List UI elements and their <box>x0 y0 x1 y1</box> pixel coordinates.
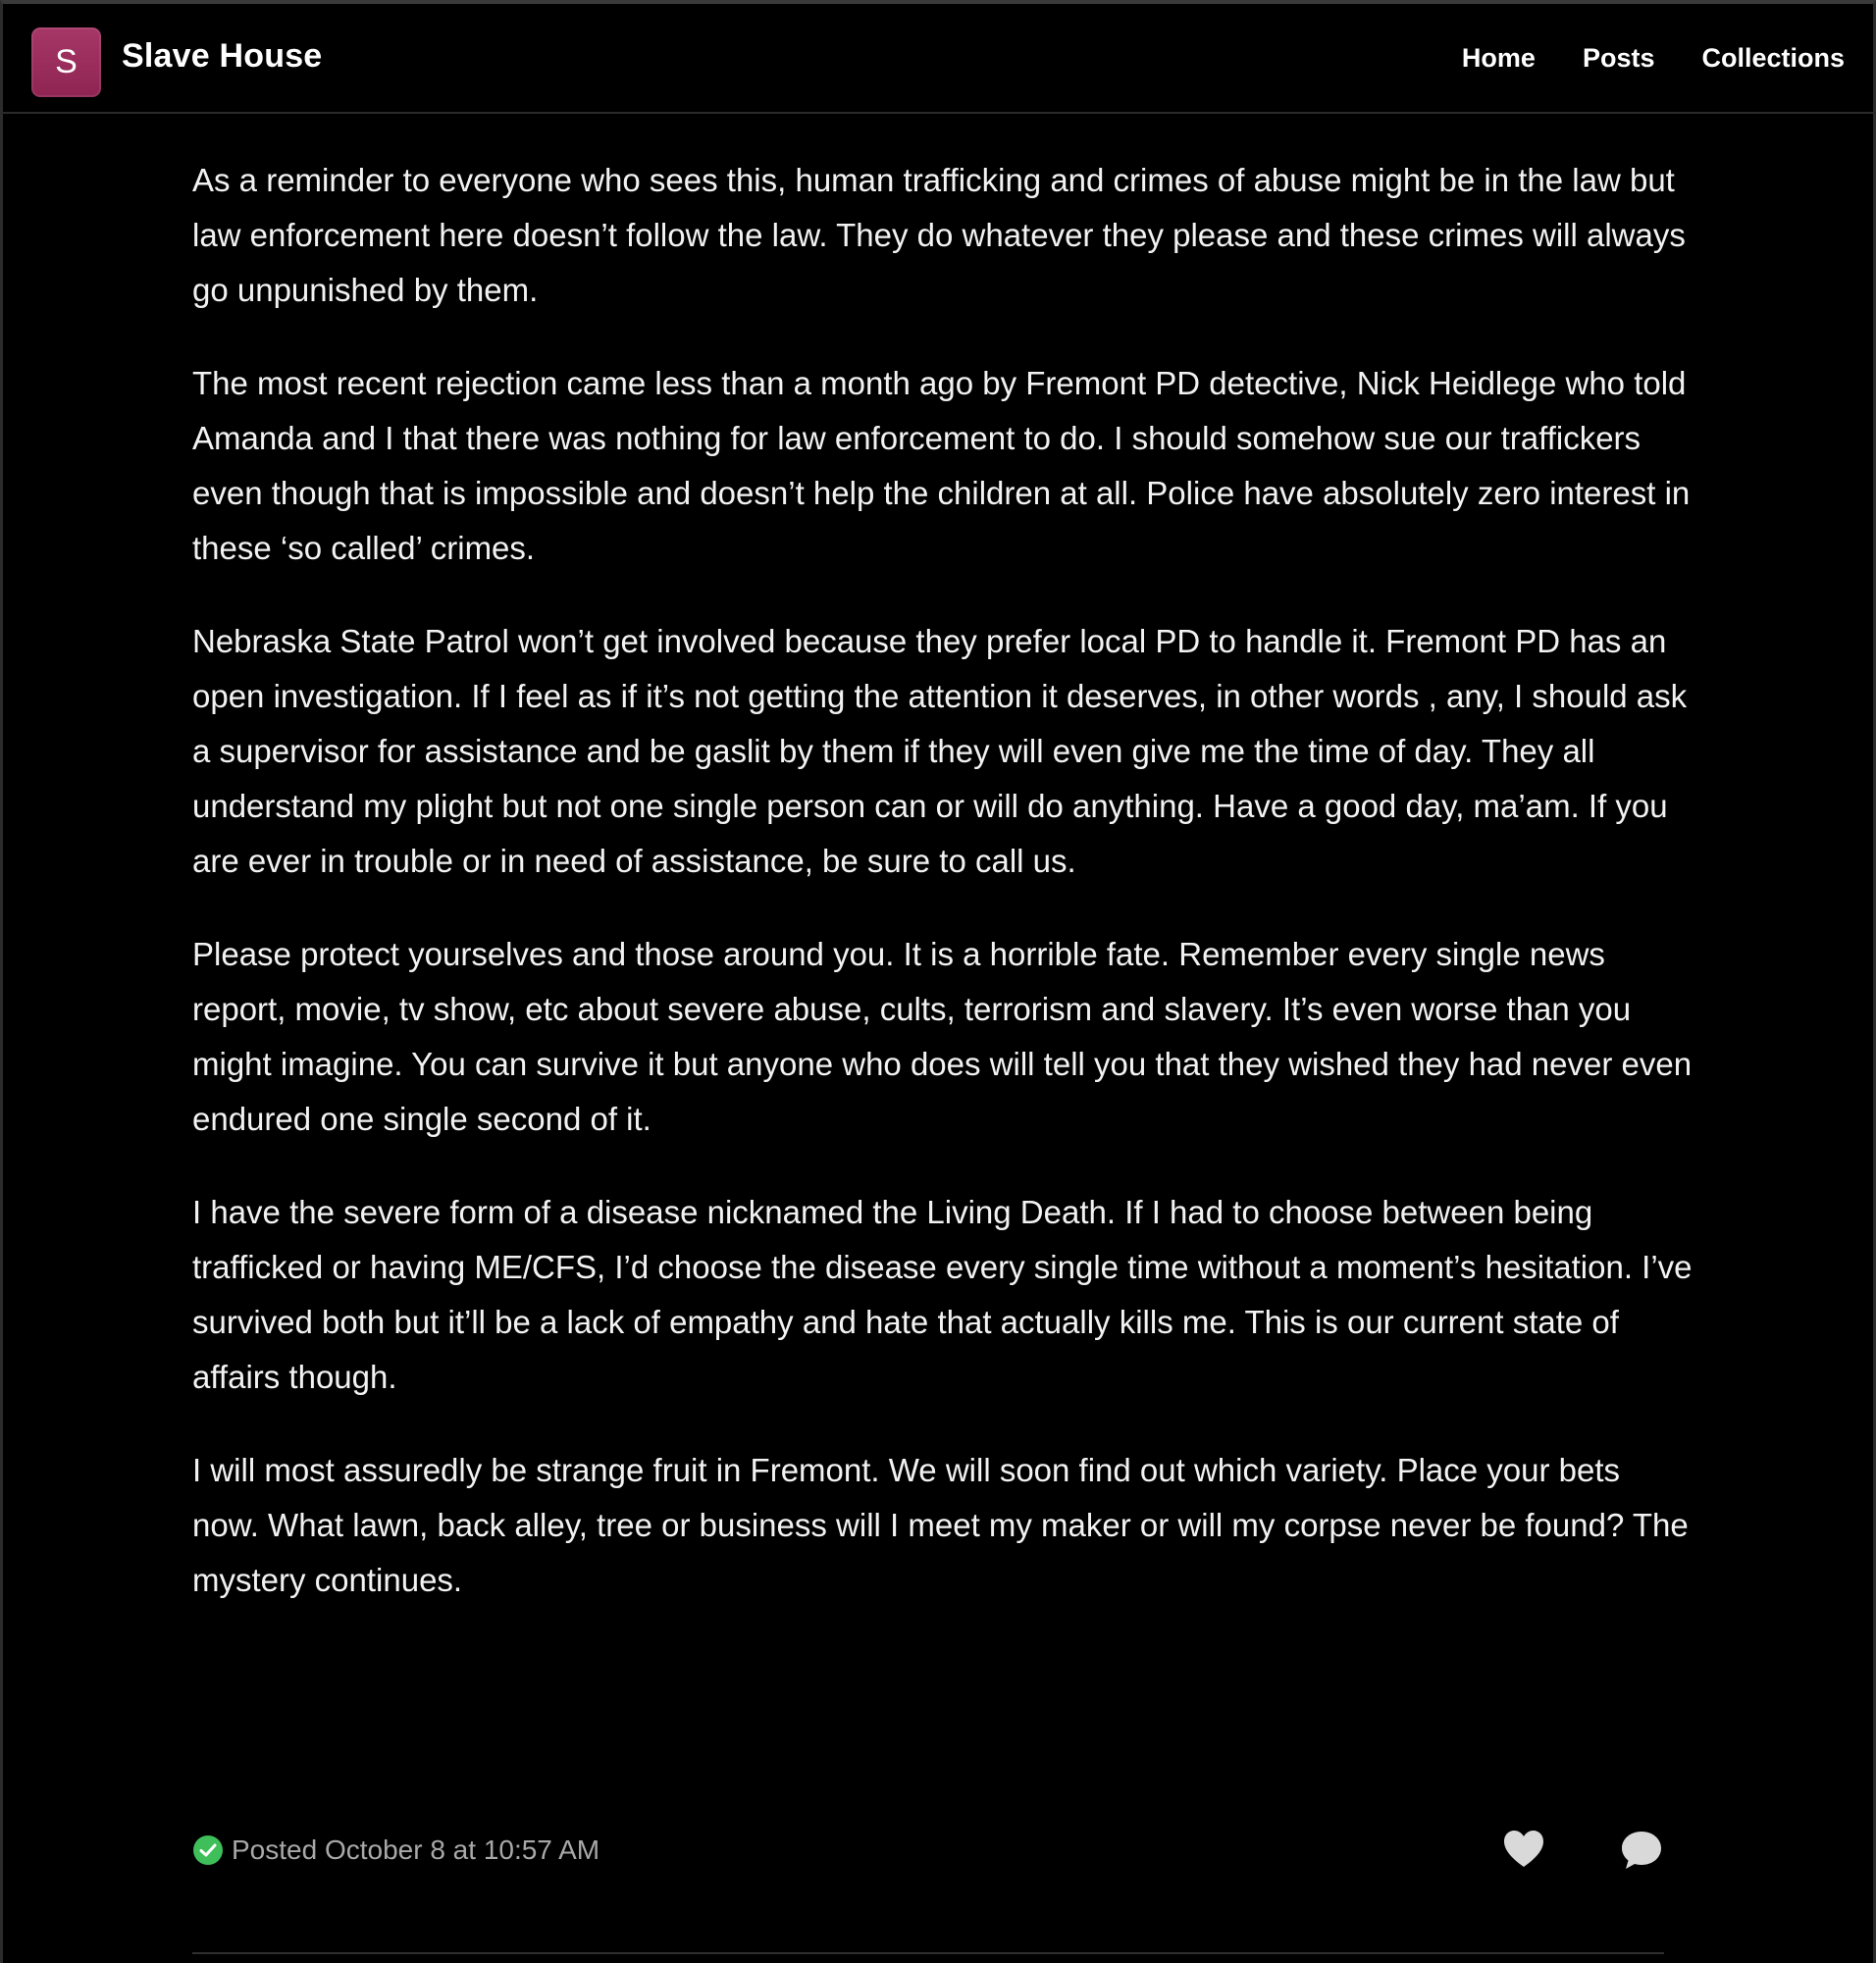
post-paragraph: The most recent rejection came less than a month ago by Fremont PD detective, Nick Heidlege who told Amanda and I that there was nothing for law enforcement to do. I should somehow sue our traffickers even though that is impossible and doesn’t help the children at all. Police have absolutely zero interest in these ‘so called’ crimes. <box>192 365 1691 566</box>
post-paragraph: Please protect yourselves and those around you. It is a horrible fate. Remember every single news report, movie, tv show, etc about severe abuse, cults, terrorism and slavery. It’s even worse than you might imagine. You can survive it but anyone who does will tell you that they wished they had never even endured one single second of it. <box>192 936 1693 1137</box>
site-header <box>0 4 1876 114</box>
post-footer <box>192 1830 1664 1869</box>
post-paragraph: I will most assuredly be strange fruit in Fremont. We will soon find out which variety. Place your bets now. What lawn, back alley, tree or business will I meet my maker or will my corpse never be found? The mystery continues. <box>192 1452 1689 1598</box>
main-nav <box>1462 43 1845 74</box>
post-paragraph: I have the severe form of a disease nicknamed the Living Death. If I had to choose between being trafficked or having ME/CFS, I’d choose the disease every single time without a moment’s hesitation. I’ve survived both but it’ll be a lack of empathy and hate that actually kills me. This is our current state of affairs though. <box>192 1194 1693 1395</box>
divider <box>192 1952 1664 1954</box>
post-body <box>192 153 1694 1646</box>
site-title[interactable]: Slave House <box>122 37 323 75</box>
heart-icon[interactable] <box>1502 1830 1545 1869</box>
site-avatar[interactable]: S <box>31 27 101 97</box>
post-paragraph: As a reminder to everyone who sees this, human trafficking and crimes of abuse might be in the law but law enforcement here doesn’t follow the law. They do whatever they please and these crimes will always go unpunished by them. <box>192 162 1686 308</box>
comment-bubble-icon[interactable] <box>1620 1830 1663 1871</box>
check-circle-icon <box>192 1834 224 1866</box>
post-timestamp: Posted October 8 at 10:57 AM <box>232 1834 600 1865</box>
nav-posts-link[interactable]: Posts <box>1582 43 1655 73</box>
post-paragraph: Nebraska State Patrol won’t get involved because they prefer local PD to handle it. Fremont PD has an open investigation. If I feel as if it’s not getting the attention it deserves, in other words , any, I should ask a supervisor for assistance and be gaslit by them if they will even give me the time of day. They all understand my plight but not one single person can or will do anything. Have a good day, ma’am. If you are ever in trouble or in need of assistance, be sure to call us. <box>192 623 1688 879</box>
nav-collections-link[interactable]: Collections <box>1701 43 1845 73</box>
nav-home-link[interactable]: Home <box>1461 43 1536 73</box>
